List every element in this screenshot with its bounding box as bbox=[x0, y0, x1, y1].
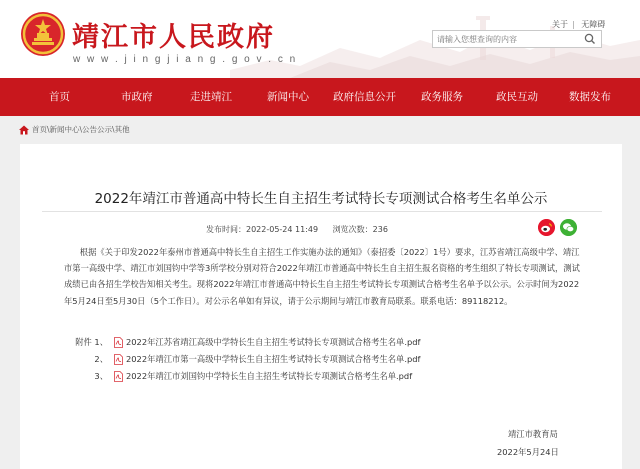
nav-item-about-jingjiang[interactable]: 走进靖江 bbox=[190, 91, 232, 103]
main-nav bbox=[0, 78, 640, 116]
attachment-link[interactable]: 2022年靖江市刘国钧中学特长生自主招生考试特长专项测试合格考生名单.pdf bbox=[126, 370, 413, 381]
top-links bbox=[552, 19, 609, 30]
pdf-icon bbox=[114, 337, 123, 348]
search-icon[interactable] bbox=[583, 33, 597, 45]
pdf-icon bbox=[114, 354, 123, 365]
nav-item-data-release[interactable]: 数据发布 bbox=[569, 91, 611, 103]
wechat-icon[interactable] bbox=[560, 219, 577, 236]
weibo-icon[interactable] bbox=[538, 219, 555, 236]
nav-item-public-interaction[interactable]: 政民互动 bbox=[496, 91, 538, 103]
article-signature: 靖江市教育局 bbox=[508, 429, 558, 439]
publish-time: 发布时间：2022-05-24 11:49 bbox=[206, 225, 319, 234]
top-link-accessibility[interactable]: 无障碍 bbox=[581, 20, 606, 29]
nav-item-city-government[interactable]: 市政府 bbox=[121, 91, 153, 103]
attachment-item bbox=[64, 368, 584, 385]
attachment-list bbox=[64, 334, 584, 384]
article-title: 2022年靖江市普通高中特长生自主招生考试特长专项测试合格考生名单公示 bbox=[94, 191, 548, 207]
nav-item-home[interactable]: 首页 bbox=[49, 91, 70, 103]
article-container bbox=[20, 144, 622, 469]
attachment-item bbox=[64, 351, 584, 368]
breadcrumb-bar bbox=[0, 116, 640, 144]
top-link-about[interactable]: 关于 bbox=[552, 20, 568, 29]
article-date: 2022年5月24日 bbox=[497, 447, 559, 457]
title-divider bbox=[42, 211, 602, 212]
attachment-number: 2、 bbox=[94, 353, 108, 364]
top-links-separator: | bbox=[572, 20, 575, 29]
site-title[interactable]: 靖江市人民政府 bbox=[72, 22, 275, 53]
nav-item-news-center[interactable]: 新闻中心 bbox=[267, 91, 309, 103]
site-domain: w w w . j i n g j i a n g . g o v . c n bbox=[73, 54, 298, 65]
attachment-link[interactable]: 2022年靖江市第一高级中学特长生自主招生考试特长专项测试合格考生名单.pdf bbox=[126, 353, 421, 364]
attachment-number: 3、 bbox=[94, 370, 108, 381]
search-input[interactable] bbox=[433, 31, 581, 47]
attachment-number: 附件 1、 bbox=[75, 337, 108, 347]
article-body: 根据《关于印发2022年泰州市普通高中特长生自主招生工作实施办法的通知》（泰招委〔2022〕1号）要求，江苏省靖江高级中学、靖江市第一高级中学、靖江市刘国钧中学等3所学校分别对符合2022年靖江市普通高中特长生自主招生报名资格的考生组织了特长专项测试，测试成绩已由各招生学校告知相关考生。现将2022年靖江市普通高中特长生自主招生考试特长专项测试合格考生名单予以公示。公示时间为2022年5月24日至5月30日（5个工作日）。对公示名单如有异议，请于公示期间与靖江市教育局联系。联系电话：89118212。 bbox=[64, 247, 580, 306]
pdf-icon bbox=[114, 371, 123, 382]
view-count: 浏览次数：236 bbox=[332, 225, 388, 234]
site-header bbox=[0, 0, 640, 78]
home-icon bbox=[19, 125, 29, 135]
nav-item-government-services[interactable]: 政务服务 bbox=[421, 91, 463, 103]
article-meta bbox=[206, 224, 400, 235]
attachment-link[interactable]: 2022年江苏省靖江高级中学特长生自主招生考试特长专项测试合格考生名单.pdf bbox=[126, 337, 421, 347]
attachment-item bbox=[64, 334, 584, 351]
nav-item-government-info[interactable]: 政府信息公开 bbox=[333, 91, 396, 103]
breadcrumb[interactable]: 首页\新闻中心\公告公示\其他 bbox=[32, 125, 130, 134]
national-emblem-icon[interactable] bbox=[20, 11, 66, 57]
search-box bbox=[432, 30, 602, 48]
